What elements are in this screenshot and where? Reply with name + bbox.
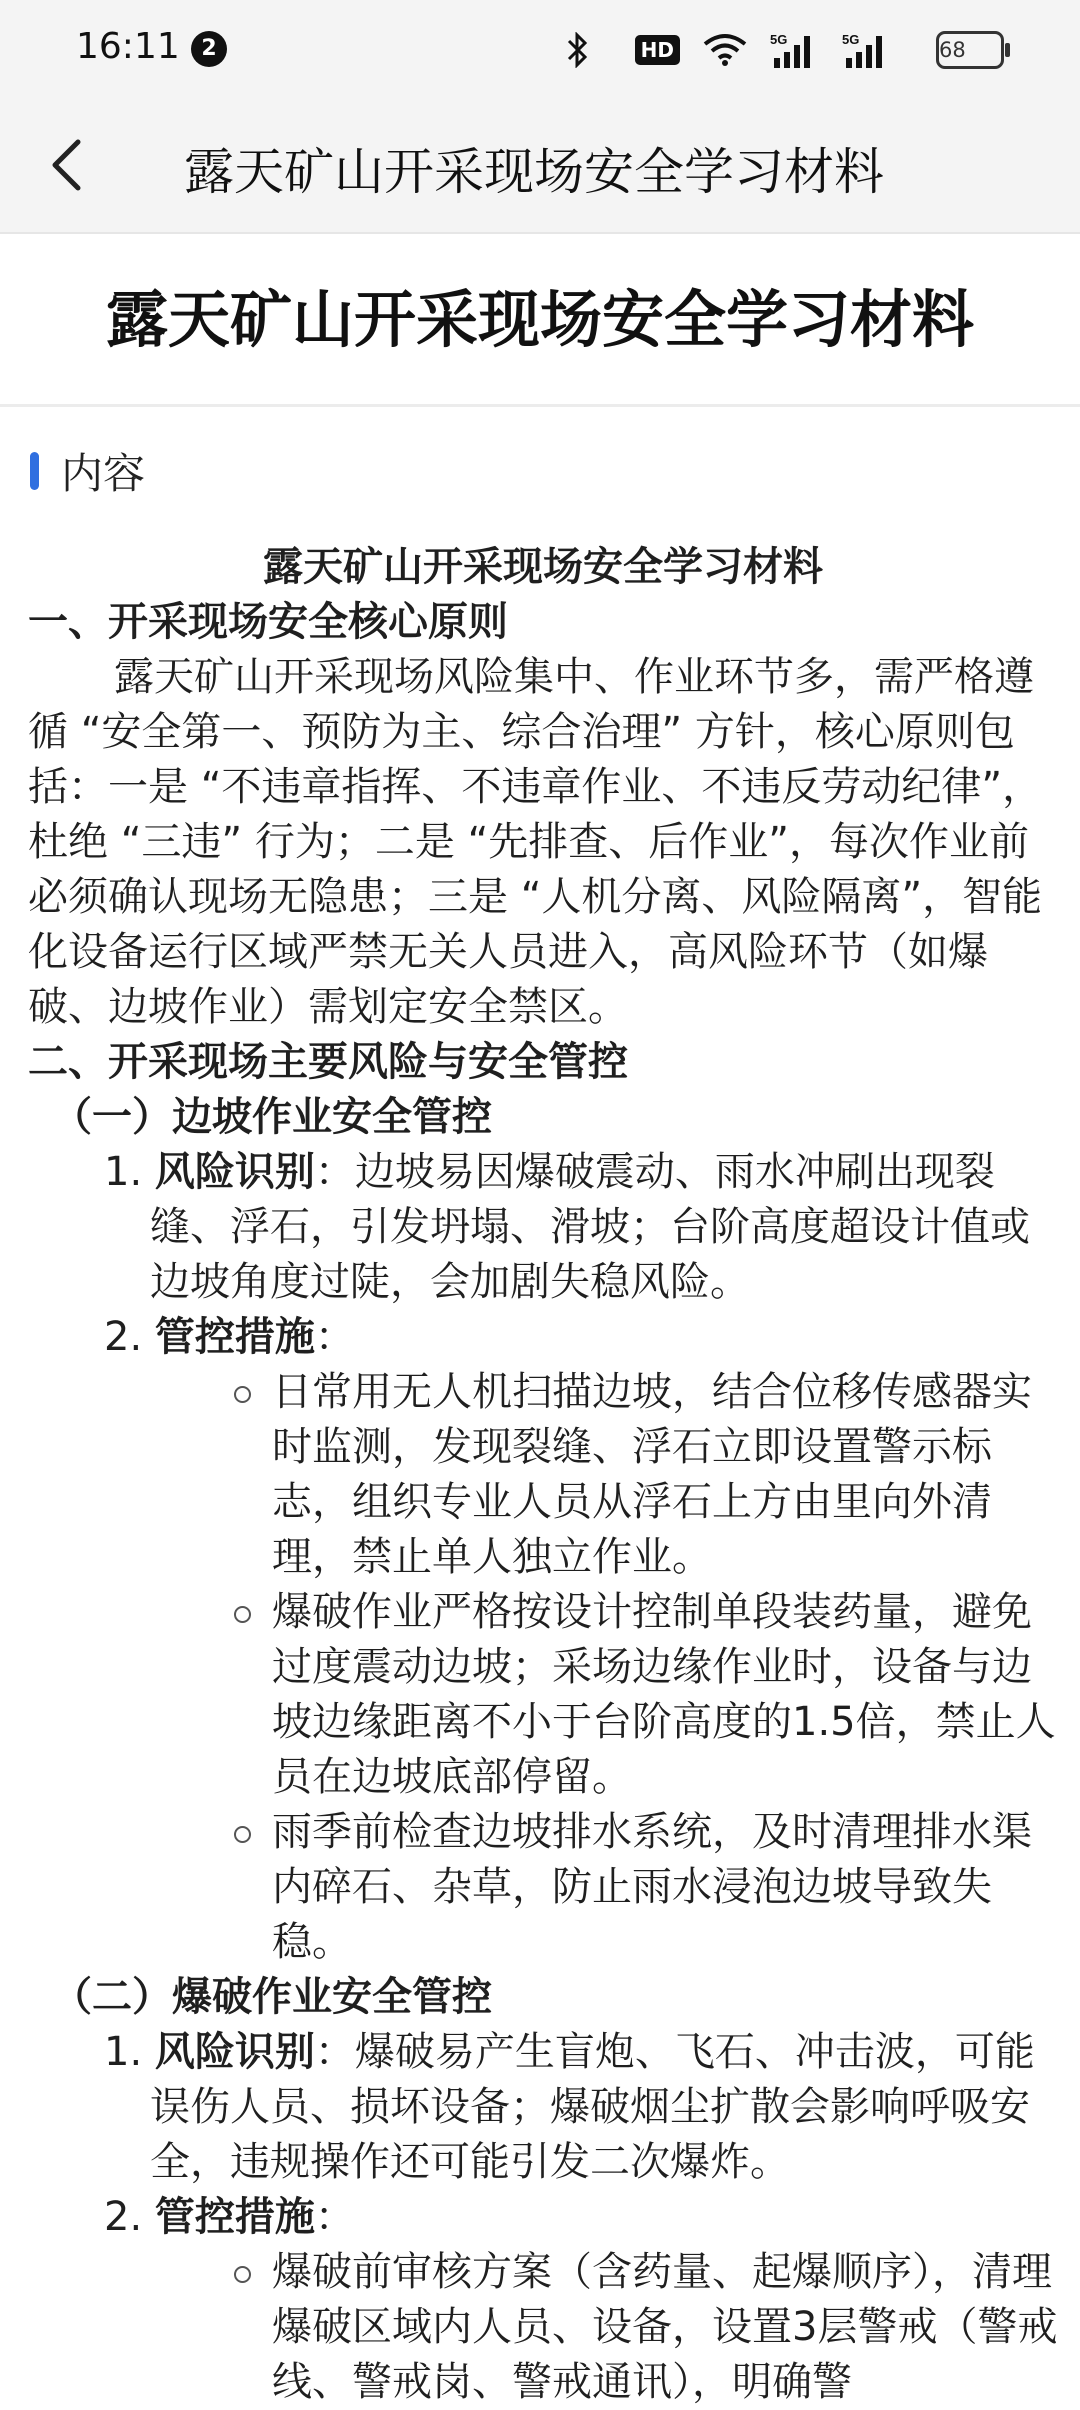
back-button[interactable]	[38, 130, 108, 200]
hd-label: HD	[635, 35, 680, 65]
bullet-item: 雨季前检查边坡排水系统，及时清理排水渠内碎石、杂草，防止雨水浸泡边坡导致失稳。	[28, 1805, 1058, 1970]
signal-5g-icon	[842, 30, 892, 70]
status-bar	[0, 0, 1080, 96]
list-item-label: 风险识别	[154, 2029, 315, 2075]
app-bar-title: 露天矿山开采现场安全学习材料	[184, 143, 884, 201]
list-item	[28, 2190, 1058, 2245]
page-title: 露天矿山开采现场安全学习材料	[105, 283, 974, 356]
list-item-label: 管控措施	[154, 2194, 315, 2240]
bullet-item: 爆破作业严格按设计控制单段装药量，避免过度震动边坡；采场边缘作业时，设备与边坡边缘距离不小于台阶高度的1.5倍，禁止人员在边坡底部停留。	[28, 1585, 1058, 1805]
list-item	[28, 2025, 1058, 2190]
status-icons	[543, 26, 1004, 74]
bullet-item: 日常用无人机扫描边坡，结合位移传感器实时监测，发现裂缝、浮石立即设置警示标志，组织专业人员从浮石上方由里向外清理，禁止单人独立作业。	[28, 1365, 1058, 1585]
section-accent-bar	[30, 452, 39, 490]
list-item-label: 风险识别	[154, 1149, 315, 1195]
back-arrow-icon	[38, 130, 108, 200]
bluetooth-icon	[565, 32, 591, 68]
app-bar	[0, 96, 1080, 234]
list-number: 2.	[104, 1314, 143, 1360]
section-header	[30, 446, 145, 496]
heading-slope: （一）边坡作业安全管控	[52, 1094, 492, 1140]
list-number: 1.	[104, 1149, 143, 1195]
list-item-label: 管控措施	[154, 1314, 315, 1360]
section-label: 内容	[61, 449, 146, 498]
battery-icon	[914, 31, 1004, 69]
hd-icon	[613, 35, 680, 65]
title-divider	[0, 404, 1080, 407]
list-item	[28, 1145, 1058, 1310]
paragraph-principles: 露天矿山开采现场风险集中、作业环节多，需严格遵循 “安全第一、预防为主、综合治理” 方针，核心原则包括：一是 “不违章指挥、不违章作业、不违反劳动纪律”，杜绝 “三违” 行为；二是 “先排查、后作业”，每次作业前必须确认现场无隐患；三是 “人机分离、风险隔离”，智能化设备运行区域严禁无关人员进入，高风险环节（如爆破、边坡作业）需划定安全禁区。	[28, 654, 1043, 1030]
heading-risks: 二、开采现场主要风险与安全管控	[28, 1039, 628, 1085]
heading-blasting: （二）爆破作业安全管控	[52, 1974, 492, 2020]
svg-text:5G: 5G	[770, 32, 788, 47]
bullet-item: 爆破前审核方案（含药量、起爆顺序），清理爆破区域内人员、设备，设置3层警戒（警戒线、警戒岗、警戒通讯），明确警	[28, 2245, 1058, 2410]
status-time: 16:11	[76, 26, 180, 67]
list-item-text: ：	[314, 1314, 355, 1360]
list-number: 1.	[104, 2029, 143, 2075]
wifi-icon	[702, 33, 748, 67]
content-subtitle: 露天矿山开采现场安全学习材料	[263, 544, 823, 590]
list-item-text: ：边坡易因爆破震动、雨水冲刷出现裂缝、浮石，引发坍塌、滑坡；台阶高度超设计值或边坡角度过陡，会加剧失稳风险。	[150, 1149, 1030, 1305]
signal-5g-icon	[770, 30, 820, 70]
list-number: 2.	[104, 2194, 143, 2240]
list-item-text: ：	[314, 2194, 355, 2240]
article-content	[28, 540, 1058, 2410]
notification-count-badge: 2	[191, 31, 227, 67]
list-item	[28, 1310, 1058, 1365]
svg-text:5G: 5G	[842, 32, 860, 47]
heading-principles: 一、开采现场安全核心原则	[28, 599, 508, 645]
battery-level: 68	[936, 31, 1004, 69]
list-item-text: ：爆破易产生盲炮、飞石、冲击波，可能误伤人员、损坏设备；爆破烟尘扩散会影响呼吸安全，违规操作还可能引发二次爆炸。	[150, 2029, 1035, 2185]
